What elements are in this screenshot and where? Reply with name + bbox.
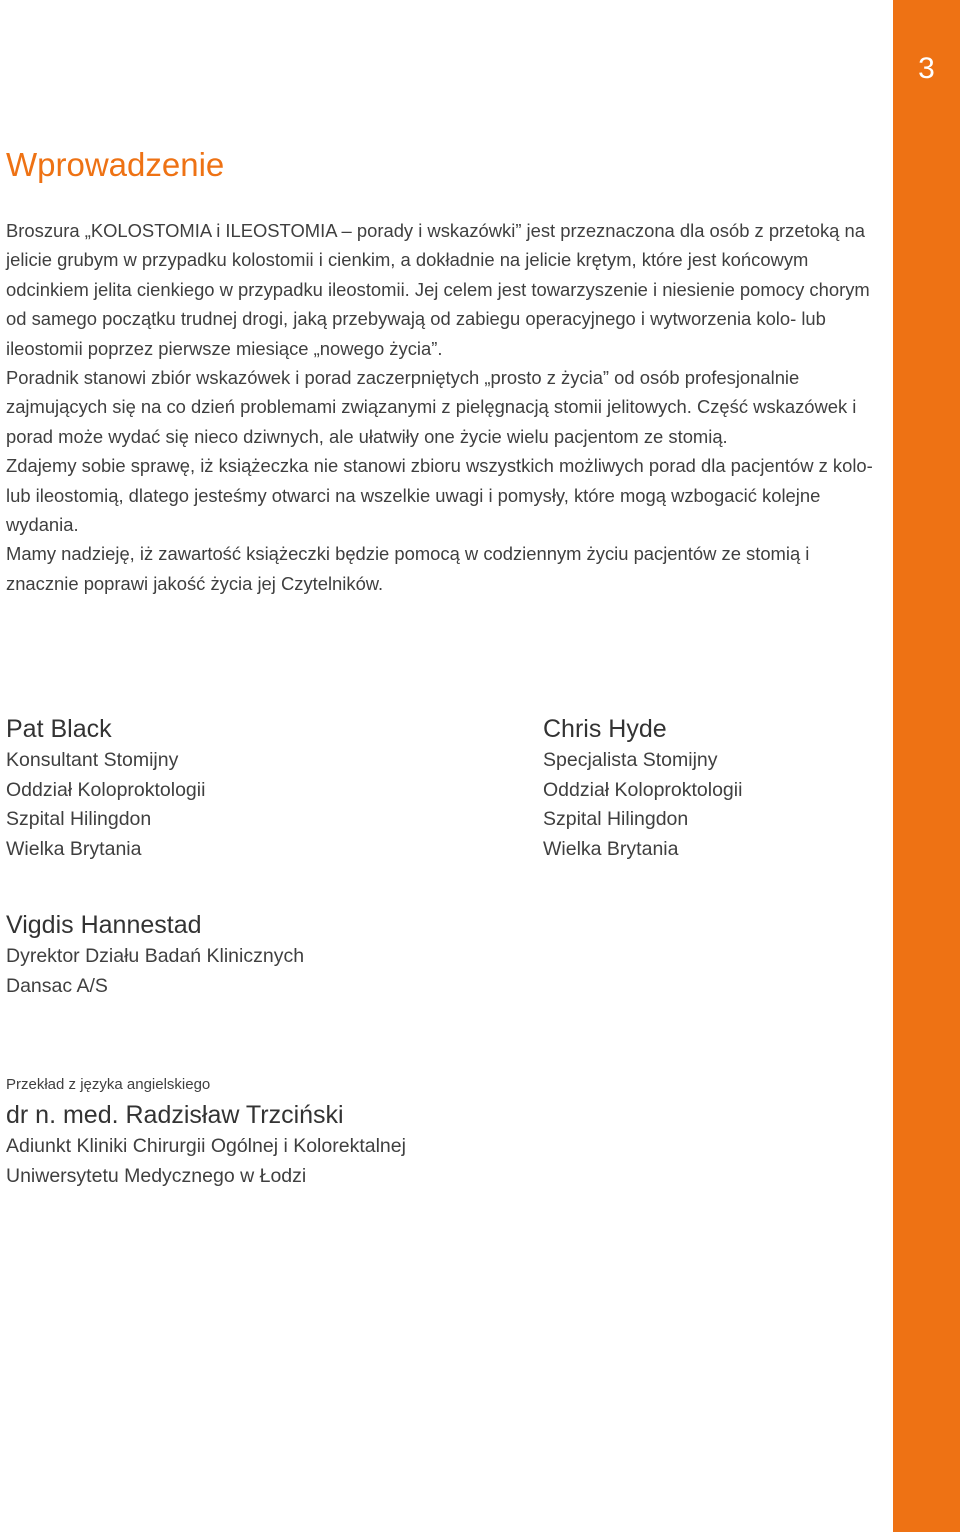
author-role: Specjalista Stomijny	[543, 749, 718, 771]
author-chris-hyde	[543, 712, 742, 864]
author-country: Wielka Brytania	[6, 837, 142, 860]
author-country: Wielka Brytania	[543, 837, 679, 860]
intro-paragraph: Poradnik stanowi zbiór wskazówek i porad zaczerpniętych „prosto z życia” od osób profesjonalnie zajmujących się na co dzień problemami związanymi z pielęgnacją stomii jelitowych. Część wskazówek i porad może wydać się nieco dziwnych, ale ułatwiły one życie wielu pacjentom ze stomią.	[6, 367, 857, 447]
side-color-band	[893, 0, 960, 1532]
author-company: Dansac A/S	[6, 974, 108, 997]
intro-paragraph: Zdajemy sobie sprawę, iż książeczka nie stanowi zbioru wszystkich możliwych porad dla pacjentów z kolo- lub ileostomią, dlatego jesteśmy otwarci na wszelkie uwagi i pomysły, które mogą wzbogacić kolejne wydania.	[6, 455, 873, 536]
author-vigdis-hannestad	[6, 908, 304, 1001]
author-role: Konsultant Stomijny	[6, 749, 179, 771]
author-hospital: Szpital Hilingdon	[543, 808, 689, 830]
author-name: Vigdis Hannestad	[6, 911, 202, 939]
author-department: Oddział Koloproktologii	[543, 778, 743, 801]
intro-paragraph: Broszura „KOLOSTOMIA i ILEOSTOMIA – porady i wskazówki” jest przeznaczona dla osób z przetoką na jelicie grubym w przypadku kolostomii i cienkim, a dokładnie na jelicie krętym, które jest końcowym odcinkiem jelita cienkiego w przypadku ileostomii. Jej celem jest towarzyszenie i niesienie pomocy chorym od samego początku trudnej drogi, jaką przebywają od zabiegu operacyjnego i wytworzenia kolo- lub ileostomii poprzez pierwsze miesiące „nowego życia”.	[6, 220, 870, 359]
translator-position: Adiunkt Kliniki Chirurgii Ogólnej i Kolorektalnej	[6, 1135, 406, 1157]
author-department: Oddział Koloproktologii	[6, 778, 206, 801]
translator-name: dr n. med. Radzisław Trzciński	[6, 1101, 344, 1129]
author-hospital: Szpital Hilingdon	[6, 808, 152, 830]
translation-label: Przekład z języka angielskiego	[6, 1076, 211, 1093]
page-number: 3	[918, 52, 935, 85]
author-name: Pat Black	[6, 715, 112, 743]
page-title: Wprowadzenie	[6, 146, 225, 183]
author-role: Dyrektor Działu Badań Klinicznych	[6, 945, 305, 967]
author-pat-black	[6, 712, 205, 864]
translator-institution: Uniwersytetu Medycznego w Łodzi	[6, 1164, 307, 1187]
author-name: Chris Hyde	[543, 715, 667, 743]
intro-paragraph: Mamy nadzieję, iż zawartość książeczki będzie pomocą w codziennym życiu pacjentów ze stomią i znacznie poprawi jakość życia jej Czytelników.	[6, 543, 810, 594]
intro-text	[6, 216, 878, 598]
translator	[6, 1098, 406, 1191]
